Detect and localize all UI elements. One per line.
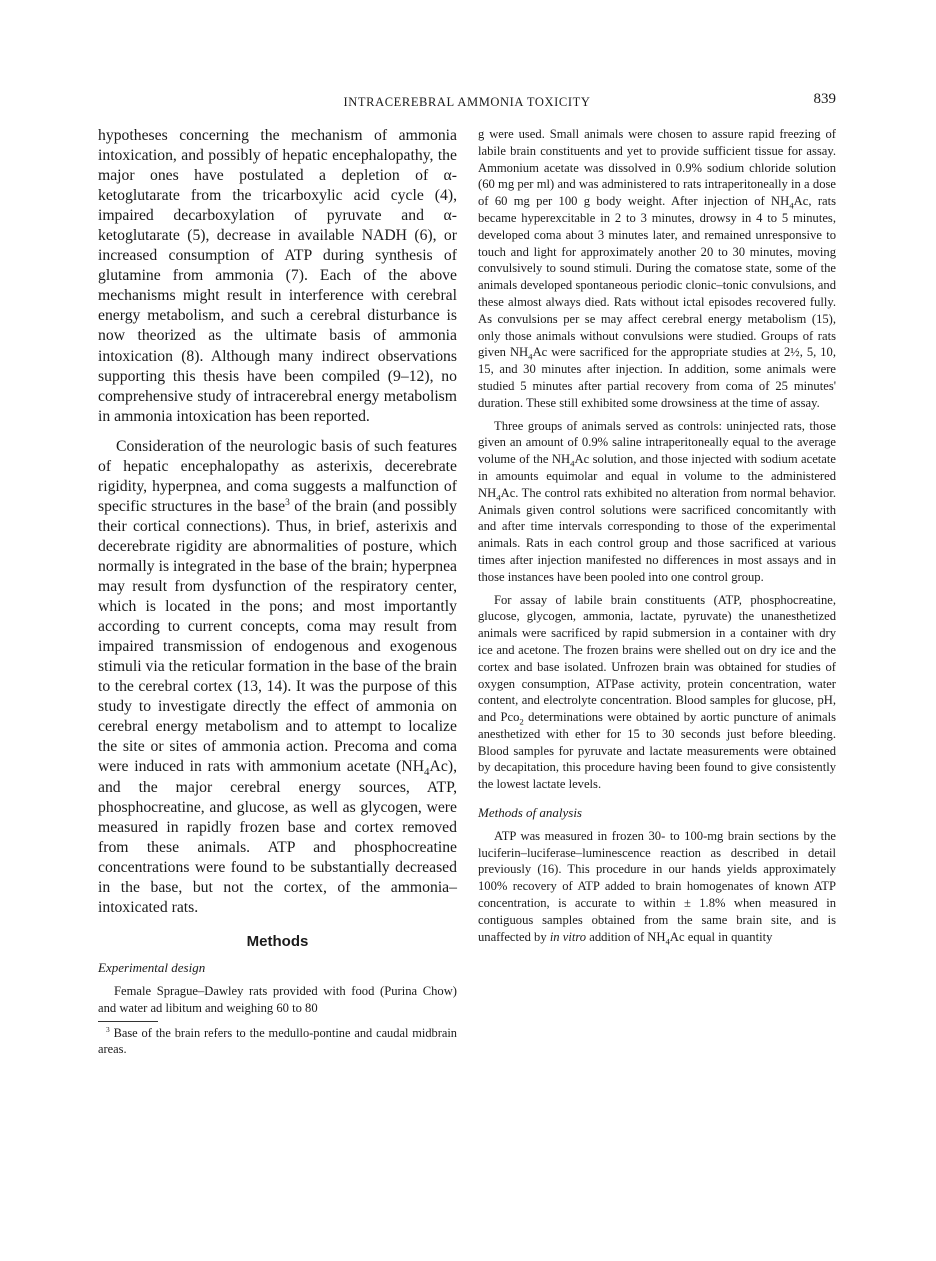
in-vitro-italic: in vitro	[549, 929, 587, 944]
left-column	[98, 126, 457, 1058]
footnote-marker: 3	[106, 1024, 110, 1034]
assay-paragraph	[478, 592, 836, 794]
dosing-text-a: g were used. Small animals were chosen to assure rapid freezing of labile brain constituents and yet to provide sufficient tissue for assay. Ammonium acetate was dissolved in 0.9% sodium chloride solution (60 mg per ml) and was administered to rats intraperitoneally in a dose of 60 mg per 100 g body weight. After injection of NH	[478, 127, 836, 209]
running-head	[98, 93, 836, 115]
controls-paragraph	[478, 418, 836, 586]
atp-text-b: addition of NH	[586, 929, 666, 944]
controls-text-b: Ac solution, and those injected with sodium acetate in amounts equimolar and equal in volume to the administered NH	[478, 452, 836, 500]
subscript-4: 4	[665, 936, 670, 947]
footnote-text: Base of the brain refers to the medullo-pontine and caudal midbrain areas.	[98, 1025, 457, 1057]
controls-text-c: Ac. The control rats exhibited no alteration from normal behavior. Animals given control solutions were sacrificed concomitantly with and after time intervals corresponding to those of the experimental animals. Rats in each control group and those sacrificed at various times after injection manifested no differences in most assays and in those instances have been pooled into one control group.	[478, 485, 836, 584]
intro-paragraph: hypotheses concerning the mechanism of ammonia intoxication, and possibly of hepatic encephalopathy, the major ones have postulated a depletion of α-ketoglutarate from the tricarboxylic acid cycle (4), impaired decarboxylation of pyruvate and α-ketoglutarate (5), decrease in available NADH (6), or increased consumption of ATP during synthesis of glutamine from ammonia (7). Each of the above mechanisms might result in interference with cerebral energy metabolism, and such a cerebral disturbance is now theorized as the ultimate basis of ammonia intoxication (8). Although many indirect observations supporting this thesis have been compiled (9–12), no comprehensive study of intracerebral energy metabolism in ammonia intoxication has been reported.	[98, 127, 457, 425]
footnote	[98, 1025, 457, 1058]
atp-paragraph	[478, 828, 836, 946]
assay-text-a: For assay of labile brain constituents (ATP, phosphocreatine, glucose, glycogen, ammonia, lactate, pyruvate) the unanesthetized animals were sacrificed by rapid submersion in a container with dry ice and acetone. The frozen brains were shelled out on dry ice and the cortex and base isolated. Unfrozen brain was obtained for studies of oxygen consumption, ATPase activity, protein concentration, water content, and electrolyte concentration. Blood samples for glucose, pH, and Pco	[478, 592, 836, 725]
page-number: 839	[813, 91, 836, 107]
dosing-text-b: Ac, rats became hyperexcitable in 2 to 3 minutes, drowsy in 4 to 5 minutes, developed coma about 3 minutes later, and remained unresponsive to touch and light for approximately another 20 to 30 minutes, moving convulsively to sound stimuli. During the comatose state, some of the animals developed spontaneous periodic clonic–tonic convulsions, and these almost always died. Rats without ictal episodes recovered fully. As convulsions per se may affect cerebral energy metabolism (15), only those animals without convulsions were studied. Groups of rats given NH	[478, 194, 836, 360]
subscript-4: 4	[496, 492, 501, 503]
running-title: INTRACEREBRAL AMMONIA TOXICITY	[343, 95, 591, 109]
subscript-4: 4	[789, 200, 794, 211]
consideration-text-c: Ac), and the major cerebral energy sources, ATP, phosphocreatine, and glucose, as well as glycogen, were measured in rapidly frozen base and cortex removed from these animals. ATP and phosphocreatine concentrations were found to be substantially decreased in the base, but not the cortex, of the ammonia–intoxicated rats.	[98, 758, 457, 916]
subscript-4: 4	[528, 351, 533, 362]
atp-text-a: ATP was measured in frozen 30- to 100-mg brain sections by the luciferin–luciferase–luminescence reaction as described in detail previously (16). This procedure in our hands yields approximately 100% recovery of ATP added to brain homogenates of known ATP concentration, is accurate to within ± 1.8% when measured in contiguous samples obtained from the same brain site, and is unaffected by	[478, 828, 836, 944]
methods-heading: Methods	[246, 932, 309, 950]
right-column	[478, 126, 836, 945]
consideration-text-a: Consideration of the neurologic basis of such features of hepatic encephalopathy as asterixis, decerebrate rigidity, hyperpnea, and coma suggests a malfunction of specific structures in the base	[98, 437, 457, 515]
experimental-design-heading: Experimental design	[98, 959, 206, 975]
methods-of-analysis-heading: Methods of analysis	[478, 805, 582, 821]
subscript-4: 4	[570, 458, 575, 469]
footnote-divider	[98, 1021, 158, 1022]
subscript-4: 4	[424, 766, 430, 779]
consideration-paragraph	[98, 437, 457, 918]
dosing-paragraph	[478, 126, 836, 412]
dosing-text-c: Ac were sacrificed for the appropriate studies at 2½, 5, 10, 15, and 30 minutes after injection. In addition, some animals were studied 5 minutes after partial recovery from coma of 25 minutes' duration. These still exhibited some drowsiness at the time of assay.	[478, 345, 836, 410]
consideration-text-b: of the brain (and possibly their cortical connections). Thus, in brief, asterixis and decerebrate rigidity are abnormalities of posture, which normally is integrated in the base of the brain; hyperpnea may result from dysfunction of the respiratory center, which is located in the pons; and most importantly according to current concepts, coma may result from impaired transmission of endogenous and exogenous stimuli via the reticular formation in the base of the brain to the cerebral cortex (13, 14). It was the purpose of this study to investigate directly the effect of ammonia on cerebral energy metabolism and to attempt to localize the site or sites of ammonia action. Precoma and coma were induced in rats with ammonium acetate (NH	[98, 497, 457, 776]
footnote-ref-3: 3	[285, 497, 290, 508]
subscript-2: 2	[519, 716, 524, 727]
assay-text-b: determinations were obtained by aortic puncture of animals anesthetized with ether for 15 to 30 seconds just before bleeding. Blood samples for pyruvate and lactate measurements were obtained by decapitation, this procedure having been found to give consistently the lowest lactate levels.	[478, 710, 836, 792]
experimental-design-paragraph: Female Sprague–Dawley rats provided with food (Purina Chow) and water ad libitum and weighing 60 to 80	[98, 983, 457, 1015]
controls-text-a: Three groups of animals served as controls: uninjected rats, those given an amount of 0.9% saline intraperitoneally equal to the average volume of the NH	[478, 418, 836, 467]
atp-text-c: Ac equal in quantity	[669, 929, 773, 944]
